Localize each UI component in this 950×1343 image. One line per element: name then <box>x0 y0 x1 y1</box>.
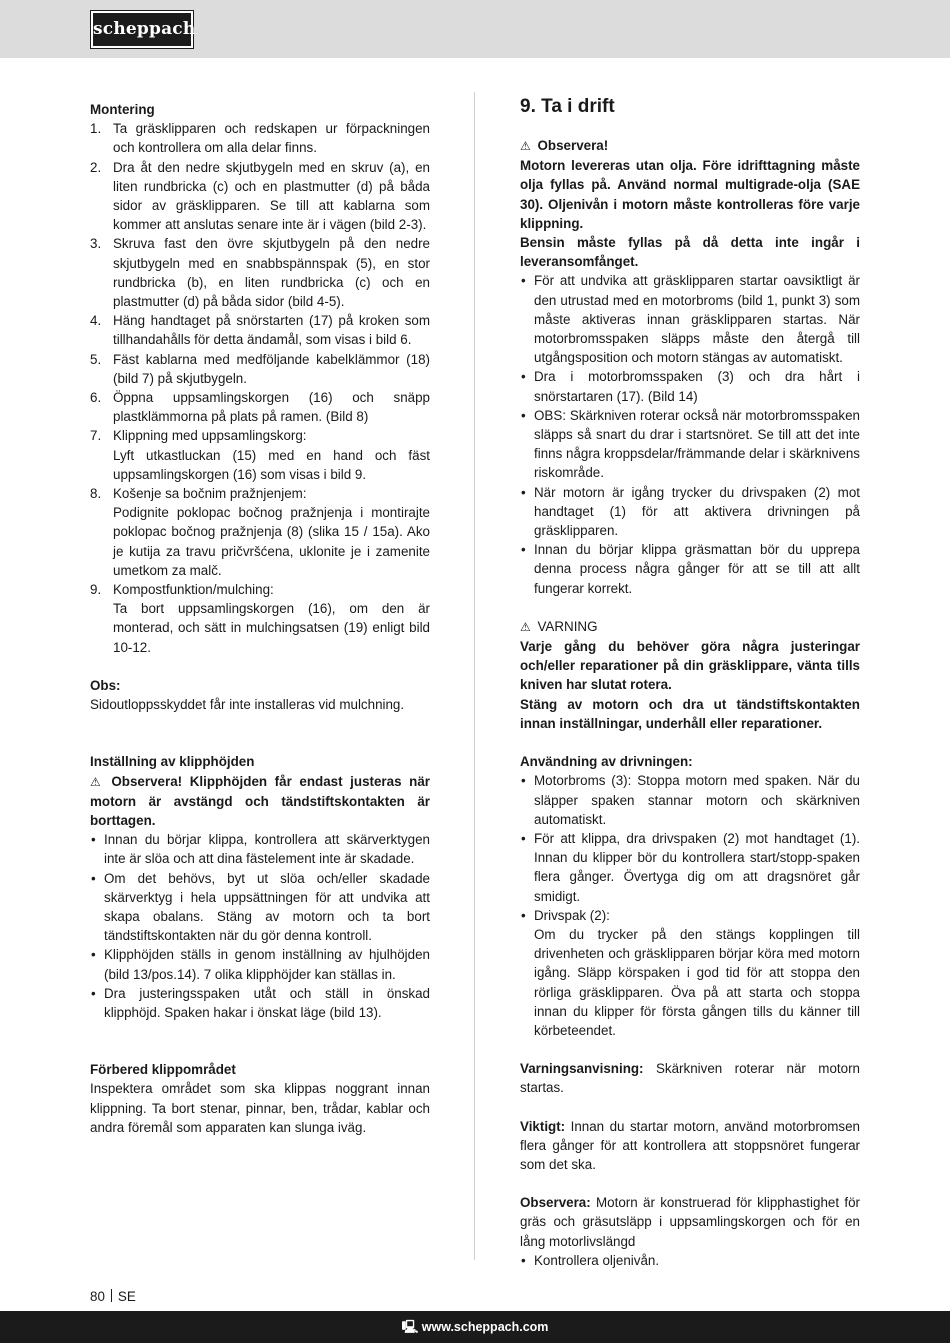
list-item: • Om det behövs, byt ut slöa och/eller skadade skärverktyg i hela uppsättningen för att undvika att skapa obalans. Stäng av motorn och ta bort tändstiftskontakten när du gör denna kontroll. <box>90 869 430 946</box>
section-title: 9. Ta i drift <box>520 96 615 117</box>
column-divider <box>474 92 475 1260</box>
drivning-title: Användning av drivningen: <box>520 754 693 770</box>
list-item: • Motorbroms (3): Stoppa motorn med spaken. När du släpper spaken stannar motorn och skärkniven automatiskt. <box>520 771 860 829</box>
montering-item: 2. Dra åt den nedre skjutbygeln med en skruv (a), en liten rundbricka (c) och en plastmutter (d) på båda sidor av gräsklipparen. Se till att kablarna som kommer att anslutas senare inte är i vägen (bild 2-3). <box>90 159 430 233</box>
montering-list <box>90 119 430 657</box>
montering-item: 7. Klippning med uppsamlingskorg: Lyft utkastluckan (15) med en hand och fäst uppsamlingskorgen (16) som visas i bild 9. <box>90 428 430 482</box>
list-item: • När motorn är igång trycker du drivspaken (2) mot handtaget (1) för att aktivera drivningen på gräsklipparen. <box>520 483 860 541</box>
list-item: • Innan du börjar klippa, kontrollera att skärverktygen inte är slöa och att dina fästelement inte är skadade. <box>90 830 430 868</box>
list-item: • Kontrollera oljenivån. <box>520 1251 860 1270</box>
observera-motor: Observera: Motorn är konstruerad för klipphastighet för gräs och gräsutsläpp i uppsamlingskorgen och för en lång motorlivslängd <box>520 1195 860 1249</box>
klipphojd-list <box>90 830 430 1022</box>
obs-label: Obs: <box>90 677 121 693</box>
page-number: 80 SE <box>90 1289 136 1304</box>
list-item: • För att klippa, dra drivspaken (2) mot handtaget (1). Innan du klipper bör du kontrollera start/stopp-spaken flera gånger. Övertyga dig om att dragsnöret går smidigt. <box>520 829 860 906</box>
montering-item: 8. Košenje sa bočnim pražnjenjem: Podignite poklopac bočnog pražnjenja i montirajte poklopac bočnog pražnjenja (8) (slika 15 / 15a). Ako je kutija za travu pričvršćena, uklonite je i zamenite umetkom za malč. <box>90 486 430 578</box>
varning-text-2: Stäng av motorn och dra ut tändstiftskontakten innan inställningar, underhåll eller reparationer. <box>520 696 860 731</box>
montering-item: 4. Häng handtaget på snörstarten (17) på kroken som tillhandahålls för detta ändamål, som visas i bild 6. <box>90 313 430 348</box>
bensin-text: Bensin måste fyllas på då detta inte ingår i leveransomfånget. <box>520 235 860 270</box>
right-column <box>520 96 860 1270</box>
montering-item: 9. Kompostfunktion/mulching: Ta bort uppsamlingskorgen (16), om den är monterad, och sätt in mulchingsatsen (19) enligt bild 10-12. <box>90 582 430 655</box>
obs-text: Sidoutloppsskyddet får inte installeras vid mulchning. <box>90 697 405 713</box>
montering-title: Montering <box>90 102 155 117</box>
observera-text: Motorn levereras utan olja. Före idrifttagning måste olja fyllas på. Använd normal multigrade-olja (SAE 30). Oljenivån i motorn måste kontrolleras före varje klippning. <box>520 158 860 231</box>
klipphojd-warning: ⚠ Observera! Klipphöjden får endast justeras när motorn är avstängd och tändstiftskontakten är borttagen. <box>90 773 430 828</box>
list-item: • OBS: Skärkniven roterar också när motorbromsspaken släpps så snart du drar i startsnöret. Se till att det inte finns några kroppsdelar/främmande delar i skärknivens riskområde. <box>520 406 860 483</box>
montering-item: 6. Öppna uppsamlingskorgen (16) och snäpp plastklämmorna på plats på ramen. (Bild 8) <box>90 390 430 425</box>
varning-text-1: Varje gång du behöver göra några justeringar och/eller reparationer på din gräsklippare, vänta tills kniven har slutat rotera. <box>520 639 860 693</box>
computer-icon: 🖳 <box>401 1320 419 1334</box>
list-item: • Drivspak (2): Om du trycker på den stängs kopplingen till drivenheten och gräsklipparen börjar köra med motorn igång. Släpp körspaken i god tid för att stoppa den rörliga gräsklipparen. Öva på att starta och stoppa innan du klipper för första gången tills du känner till körbeteendet. <box>520 906 860 1040</box>
warning-icon: ⚠ <box>520 139 531 153</box>
forbered-title: Förbered klippområdet <box>90 1062 236 1078</box>
website-link[interactable]: 🖳 www.scheppach.com <box>401 1320 549 1334</box>
varning-heading: ⚠ VARNING <box>520 617 860 637</box>
scheppach-logo: scheppach <box>91 11 193 48</box>
start-bullets <box>520 271 860 597</box>
list-item: • Dra justeringsspaken utåt och ställ in önskad klipphöjd. Spaken hakar i önskat läge (bild 13). <box>90 984 430 1022</box>
list-item: • Klipphöjden ställs in genom inställning av hjulhöjden (bild 13/pos.14). 7 olika klipphöjder kan ställas in. <box>90 945 430 983</box>
montering-item: 3. Skruva fast den övre skjutbygeln på den nedre skjutbygeln med en snabbspännspak (5), en stor rundbricka (b), en liten rundbricka (c) och en plastmutter (d) på båda sidor (bild 4-5). <box>90 236 430 310</box>
viktigt: Viktigt: Innan du startar motorn, använd motorbromsen flera gånger för att kontrollera att stoppsnöret fungerar som det ska. <box>520 1118 860 1172</box>
montering-item: 5. Fäst kablarna med medföljande kabelklämmor (18) (bild 7) på skjutbygeln. <box>90 351 430 386</box>
page-header <box>0 0 950 58</box>
drivning-bullets <box>520 771 860 905</box>
forbered-text: Inspektera området som ska klippas noggrant innan klippning. Ta bort stenar, pinnar, ben, trådar, kablar och andra föremål som apparaten kan slunga iväg. <box>90 1081 430 1135</box>
warning-icon: ⚠ <box>520 619 531 634</box>
list-item: • Innan du börjar klippa gräsmattan bör du upprepa denna process några gånger för att se till att allt fungerar korrekt. <box>520 540 860 598</box>
left-column <box>90 100 430 1137</box>
varningsanvisning: Varningsanvisning: Skärkniven roterar när motorn startas. <box>520 1061 860 1096</box>
montering-item: 1. Ta gräsklipparen och redskapen ur förpackningen och kontrollera om alla delar finns. <box>90 121 430 156</box>
observera-heading: ⚠ Observera! <box>520 136 860 156</box>
list-item: • Dra i motorbromsspaken (3) och dra hårt i snörstartaren (17). (Bild 14) <box>520 367 860 405</box>
list-item: • För att undvika att gräsklipparen startar oavsiktligt är den utrustad med en motorbroms (bild 1, punkt 3) som måste aktiveras innan gräsklipparen startas. När motorbromsspaken släpps måste den återgå till utgångsposition och motorn stängas av automatiskt. <box>520 271 860 367</box>
page-footer <box>0 1311 950 1343</box>
warning-icon: ⚠ <box>90 774 101 789</box>
klipphojd-title: Inställning av klipphöjden <box>90 754 255 770</box>
